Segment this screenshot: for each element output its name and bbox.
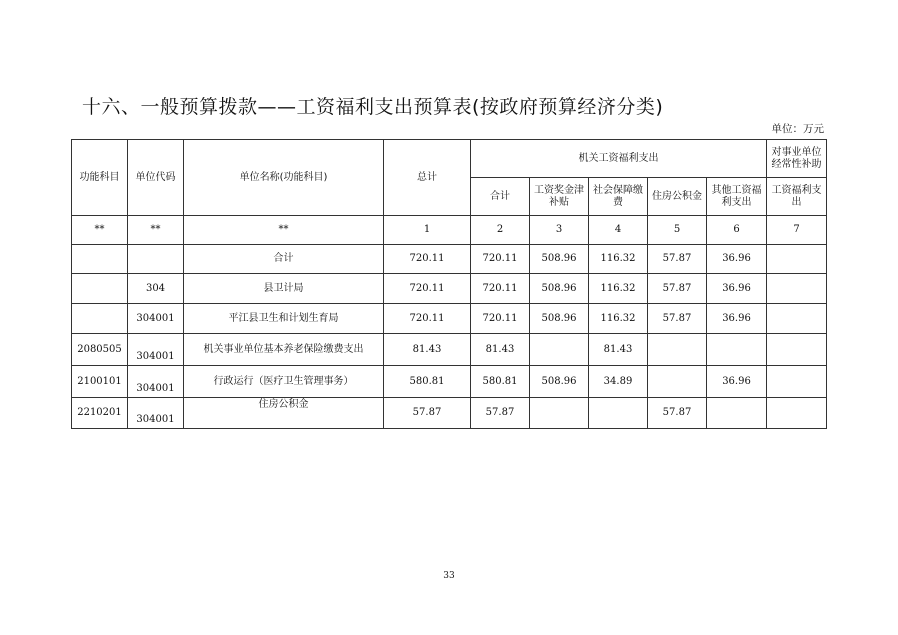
- cell-social-security: [589, 398, 648, 429]
- header-grand-total: 总计: [384, 140, 471, 216]
- cell-wage-bonus: 508.96: [530, 304, 589, 334]
- cell-other-welfare: [707, 398, 767, 429]
- index-cell: 4: [589, 216, 648, 245]
- cell-func-subject: 2100101: [72, 366, 128, 398]
- cell-sub-total: 720.11: [471, 245, 530, 274]
- index-cell: 1: [384, 216, 471, 245]
- table-row: [72, 366, 827, 398]
- cell-sub-total: 720.11: [471, 274, 530, 304]
- cell-unit-name: 机关事业单位基本养老保险缴费支出: [184, 334, 384, 366]
- cell-unit-code: 304001: [128, 366, 184, 398]
- index-cell: **: [184, 216, 384, 245]
- cell-unit-name: 住房公积金: [184, 398, 384, 429]
- cell-grand-total: 81.43: [384, 334, 471, 366]
- index-cell: 3: [530, 216, 589, 245]
- cell-unit-code: [128, 245, 184, 274]
- cell-housing-fund: 57.87: [648, 304, 707, 334]
- cell-subsidy: [767, 366, 827, 398]
- cell-other-welfare: [707, 334, 767, 366]
- table-row: [72, 245, 827, 274]
- cell-grand-total: 57.87: [384, 398, 471, 429]
- cell-housing-fund: [648, 366, 707, 398]
- cell-subsidy: [767, 334, 827, 366]
- index-cell: 2: [471, 216, 530, 245]
- index-cell: **: [72, 216, 128, 245]
- budget-table: [71, 139, 827, 429]
- cell-grand-total: 720.11: [384, 274, 471, 304]
- cell-unit-code: 304001: [128, 304, 184, 334]
- header-unit-name: 单位名称(功能科目): [184, 140, 384, 216]
- page-number: 33: [443, 571, 455, 581]
- cell-unit-code: 304001: [128, 398, 184, 429]
- cell-grand-total: 720.11: [384, 245, 471, 274]
- header-subsidy-wage-welfare: 工资福利支出: [767, 178, 827, 216]
- table-row: [72, 334, 827, 366]
- cell-sub-total: 720.11: [471, 304, 530, 334]
- cell-housing-fund: 57.87: [648, 274, 707, 304]
- cell-subsidy: [767, 274, 827, 304]
- index-cell: **: [128, 216, 184, 245]
- cell-housing-fund: 57.87: [648, 245, 707, 274]
- header-wage-bonus: 工资奖金津补贴: [530, 178, 589, 216]
- index-cell: 6: [707, 216, 767, 245]
- header-unit-code: 单位代码: [128, 140, 184, 216]
- header-social-security: 社会保障缴费: [589, 178, 648, 216]
- cell-wage-bonus: [530, 334, 589, 366]
- cell-grand-total: 720.11: [384, 304, 471, 334]
- header-row-1: [72, 140, 827, 178]
- header-sub-total: 合计: [471, 178, 530, 216]
- cell-unit-name: 县卫计局: [184, 274, 384, 304]
- cell-other-welfare: 36.96: [707, 304, 767, 334]
- cell-unit-code: 304: [128, 274, 184, 304]
- cell-sub-total: 580.81: [471, 366, 530, 398]
- cell-other-welfare: 36.96: [707, 366, 767, 398]
- cell-sub-total: 81.43: [471, 334, 530, 366]
- header-func-subject: 功能科目: [72, 140, 128, 216]
- table-row: [72, 274, 827, 304]
- cell-unit-code: 304001: [128, 334, 184, 366]
- cell-social-security: 116.32: [589, 304, 648, 334]
- cell-housing-fund: [648, 334, 707, 366]
- cell-func-subject: 2210201: [72, 398, 128, 429]
- cell-other-welfare: 36.96: [707, 274, 767, 304]
- cell-grand-total: 580.81: [384, 366, 471, 398]
- cell-wage-bonus: 508.96: [530, 274, 589, 304]
- cell-social-security: 81.43: [589, 334, 648, 366]
- cell-subsidy: [767, 304, 827, 334]
- cell-other-welfare: 36.96: [707, 245, 767, 274]
- table-row: [72, 304, 827, 334]
- page-title: 十六、一般预算拨款——工资福利支出预算表(按政府预算经济分类): [82, 96, 664, 118]
- cell-func-subject: 2080505: [72, 334, 128, 366]
- cell-sub-total: 57.87: [471, 398, 530, 429]
- cell-unit-name: 合计: [184, 245, 384, 274]
- cell-wage-bonus: [530, 398, 589, 429]
- cell-func-subject: [72, 245, 128, 274]
- header-housing-fund: 住房公积金: [648, 178, 707, 216]
- cell-func-subject: [72, 274, 128, 304]
- cell-social-security: 34.89: [589, 366, 648, 398]
- header-other-welfare: 其他工资福利支出: [707, 178, 767, 216]
- cell-func-subject: [72, 304, 128, 334]
- cell-subsidy: [767, 398, 827, 429]
- index-cell: 7: [767, 216, 827, 245]
- header-public-institution-subsidy: 对事业单位经常性补助: [767, 140, 827, 178]
- cell-wage-bonus: 508.96: [530, 245, 589, 274]
- cell-unit-name: 行政运行（医疗卫生管理事务）: [184, 366, 384, 398]
- header-index-row: [72, 216, 827, 245]
- cell-housing-fund: 57.87: [648, 398, 707, 429]
- cell-subsidy: [767, 245, 827, 274]
- cell-social-security: 116.32: [589, 245, 648, 274]
- cell-unit-name: 平江县卫生和计划生育局: [184, 304, 384, 334]
- table-row: [72, 398, 827, 429]
- cell-social-security: 116.32: [589, 274, 648, 304]
- index-cell: 5: [648, 216, 707, 245]
- cell-wage-bonus: 508.96: [530, 366, 589, 398]
- unit-label: 单位：万元: [771, 123, 824, 135]
- header-wage-welfare-group: 机关工资福利支出: [471, 140, 767, 178]
